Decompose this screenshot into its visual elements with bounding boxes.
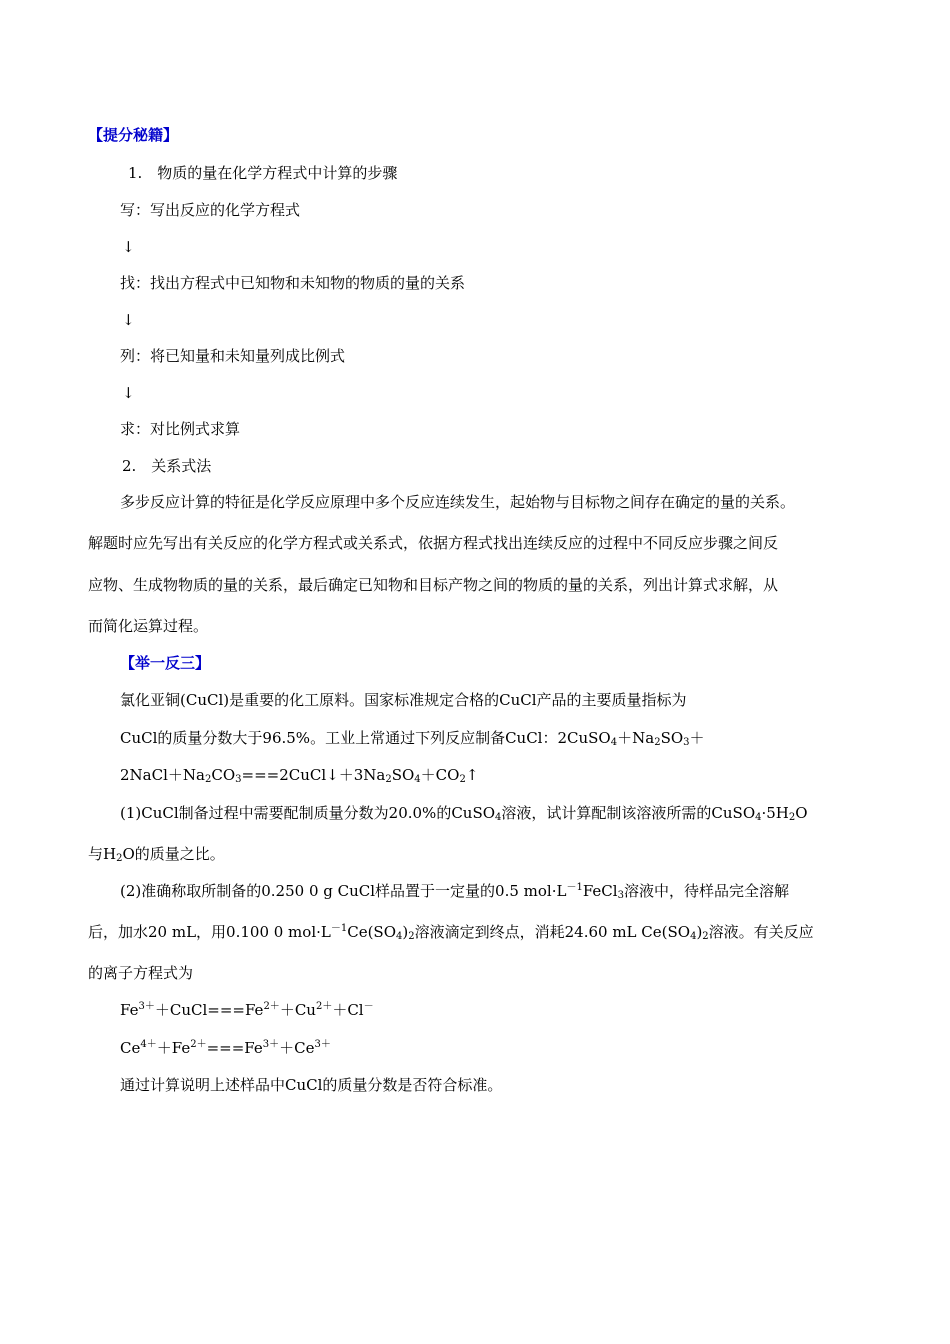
- question-2: (2)准确称取所制备的0.250 0 g CuCl样品置于一定量的0.5 $mol\cdot L^{-1}FeCl_3$溶液中，待样品完全溶解: [120, 882, 789, 901]
- problem-intro: 氯化亚铜(CuCl)是重要的化工原料。国家标准规定合格的CuCl产品的主要质量指标为: [120, 691, 687, 709]
- arrow-down-icon: ↓: [122, 384, 135, 402]
- paragraph-line: 多步反应计算的特征是化学反应原理中多个反应连续发生，起始物与目标物之间存在确定的量的关系。: [120, 493, 796, 511]
- ionic-equation-1: $Fe^{3+}+CuCl===Fe^{2+}+Cu^{2+}+Cl^-$: [120, 1001, 374, 1019]
- final-question: 通过计算说明上述样品中CuCl的质量分数是否符合标准。: [120, 1076, 503, 1094]
- reaction-equation: $2NaCl+Na_2CO_3===2CuCl↓+3Na_2SO_4+CO_2↑$: [120, 766, 479, 785]
- step-find: 找：找出方程式中已知物和未知物的物质的量的关系: [120, 274, 466, 292]
- question-2-line3: 的离子方程式为: [88, 964, 194, 982]
- step-write: 写：写出反应的化学方程式: [120, 201, 301, 219]
- step-solve: 求：对比例式求算: [120, 420, 241, 438]
- arrow-down-icon: ↓: [122, 311, 135, 329]
- paragraph-line: 解题时应先写出有关反应的化学方程式或关系式，依据方程式找出连续反应的过程中不同反应步骤之间反: [88, 534, 779, 552]
- item-1-title: 1. 物质的量在化学方程式中计算的步骤: [128, 164, 398, 182]
- heading-examples: 【举一反三】: [120, 654, 211, 672]
- step-list: 列：将已知量和未知量列成比例式: [120, 347, 346, 365]
- paragraph-line: 应物、生成物物质的量的关系，最后确定已知物和目标产物之间的物质的量的关系，列出计算式求解，从: [88, 576, 779, 594]
- heading-tips: 【提分秘籍】: [88, 126, 179, 144]
- question-2-line2: 后，加水20 mL，用0.100 0 $mol\cdot L^{-1}Ce(SO_4)_2$溶液滴定到终点，消耗24.60 mL $Ce(SO_4)_2$溶液。有关反应: [88, 923, 814, 942]
- item-2-title: 2. 关系式法: [122, 457, 212, 475]
- ionic-equation-2: $Ce^{4+}+Fe^{2+}===Fe^{3+}+Ce^{3+}$: [120, 1039, 331, 1057]
- paragraph-line: 而简化运算过程。: [88, 617, 209, 635]
- question-1: (1)CuCl制备过程中需要配制质量分数为20.0%的CuSO$_4$溶液，试计算配制该溶液所需的$CuSO_4\cdot 5H_2O$: [120, 804, 808, 823]
- problem-intro-line2: CuCl的质量分数大于96.5%。工业上常通过下列反应制备CuCl：$2CuSO_4+Na_2SO_3+$: [120, 729, 705, 748]
- arrow-down-icon: ↓: [122, 238, 135, 256]
- question-1-line2: 与$H_2O$的质量之比。: [88, 845, 225, 864]
